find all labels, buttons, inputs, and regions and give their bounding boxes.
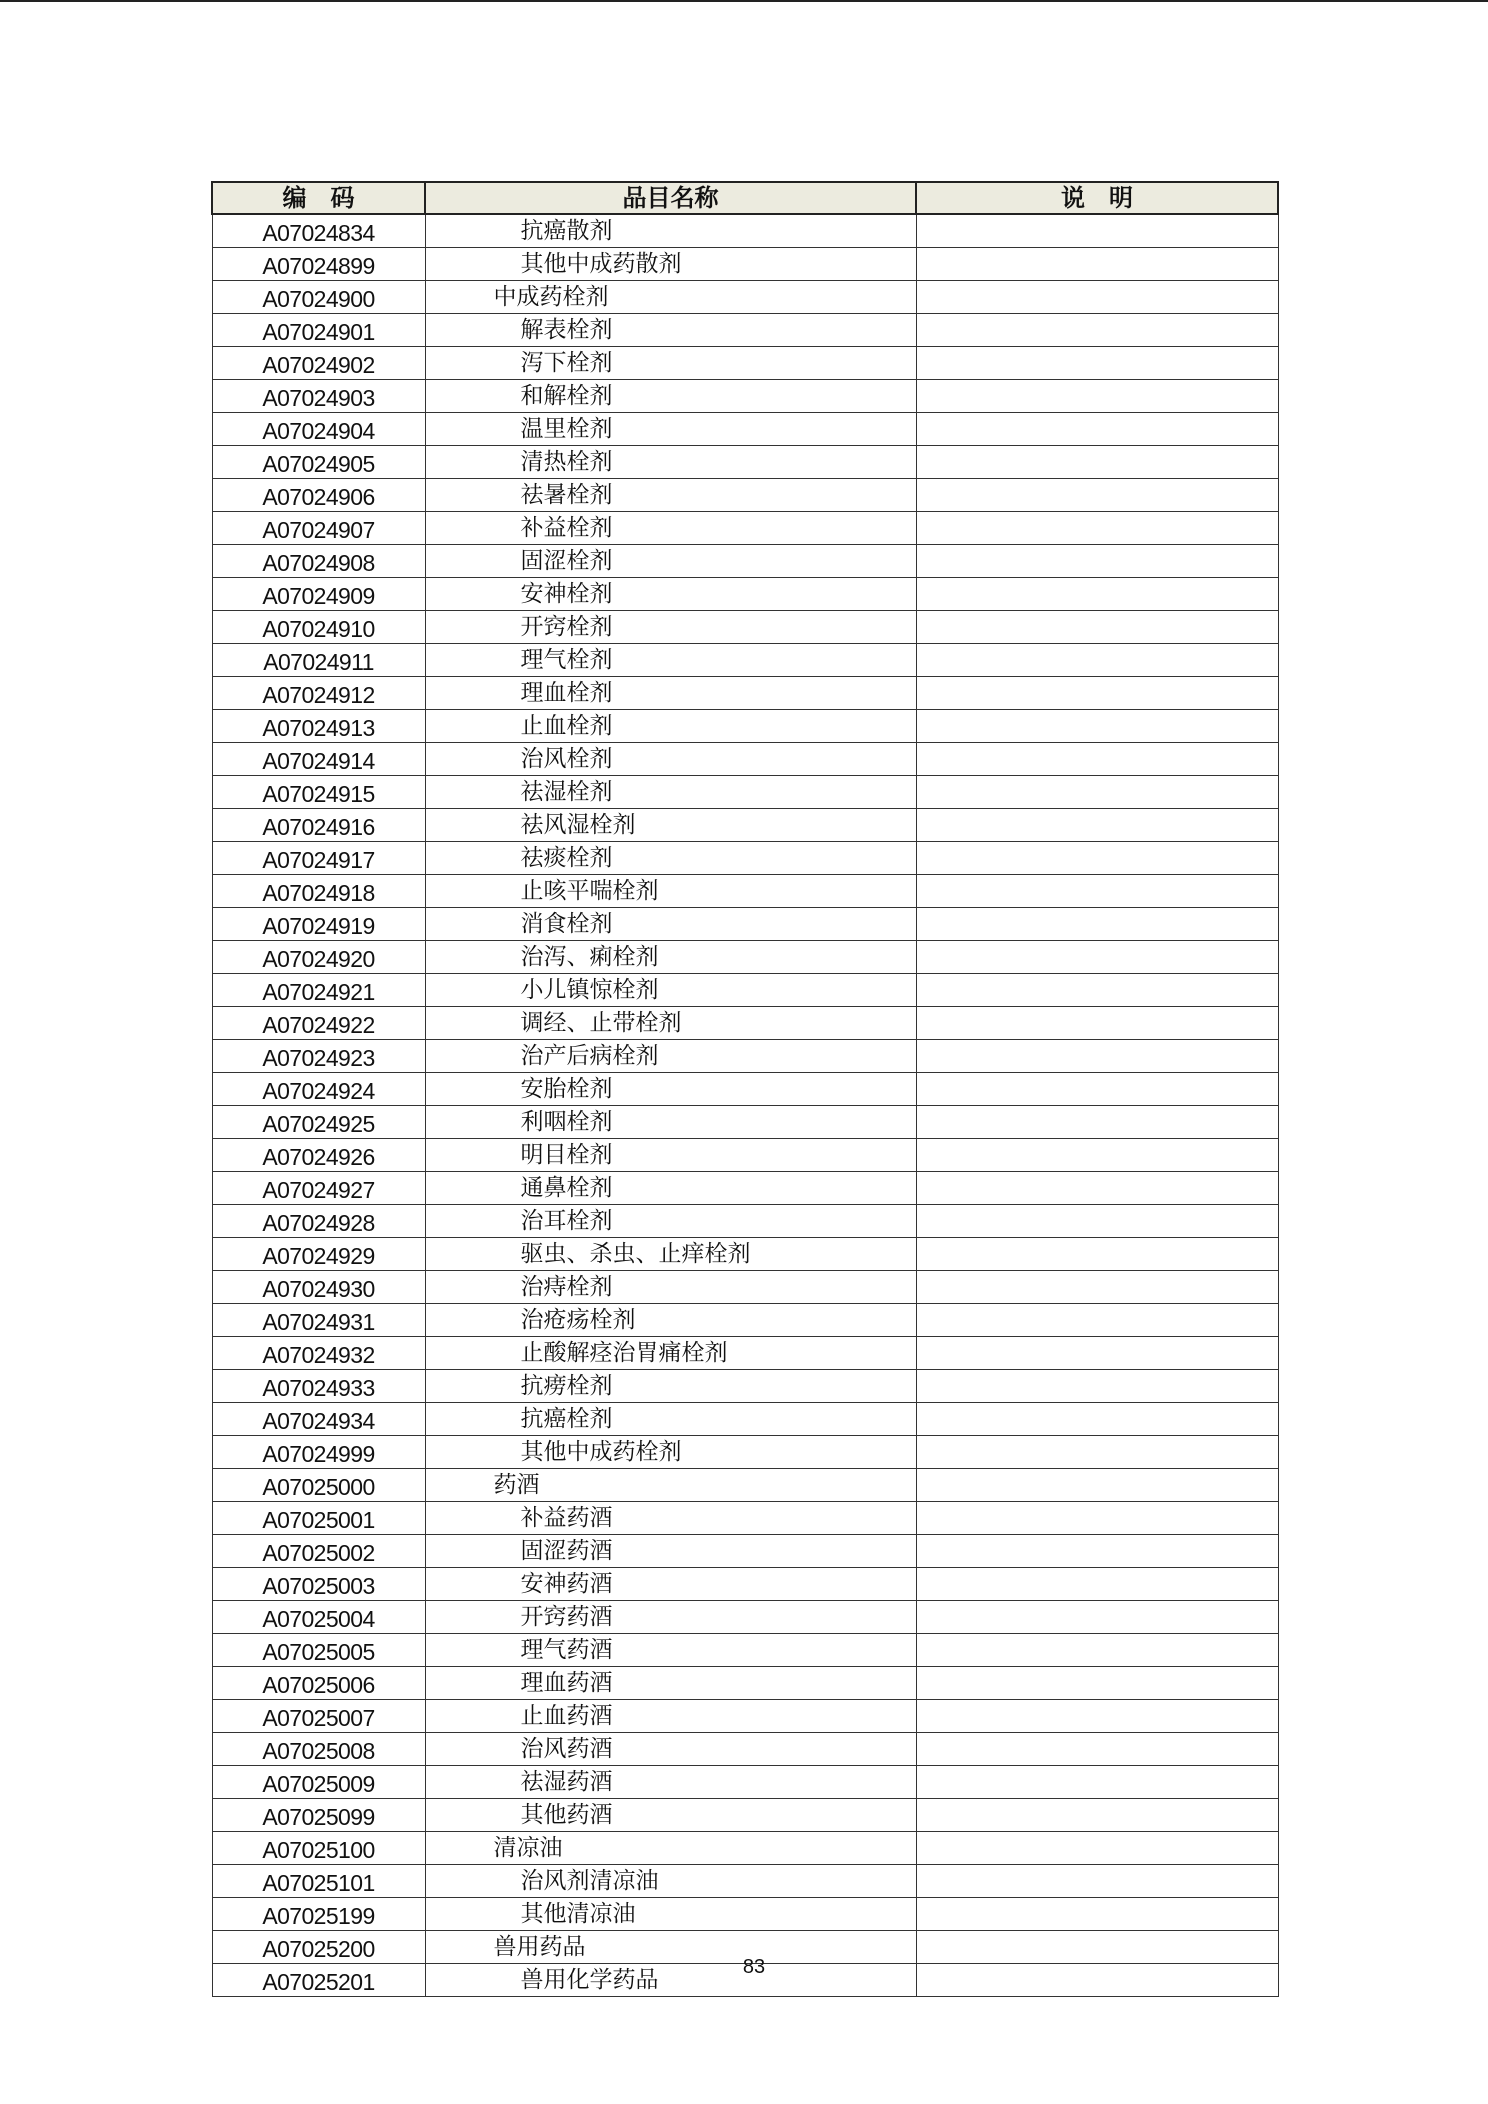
table-row — [212, 479, 1278, 512]
item-note — [916, 1799, 1278, 1832]
item-code: A07025005 — [212, 1634, 425, 1667]
item-note — [916, 1073, 1278, 1106]
item-note — [916, 1370, 1278, 1403]
table-row — [212, 248, 1278, 281]
table-row — [212, 941, 1278, 974]
item-name: 药酒 — [425, 1469, 916, 1502]
item-name: 理血栓剂 — [425, 677, 916, 710]
item-name: 安胎栓剂 — [425, 1073, 916, 1106]
item-code: A07024931 — [212, 1304, 425, 1337]
table-row — [212, 1370, 1278, 1403]
item-code: A07024900 — [212, 281, 425, 314]
item-note — [916, 314, 1278, 347]
item-note — [916, 214, 1278, 248]
page-number: 83 — [742, 1956, 766, 1978]
item-name: 理血药酒 — [425, 1667, 916, 1700]
item-code: A07024905 — [212, 446, 425, 479]
item-name: 小儿镇惊栓剂 — [425, 974, 916, 1007]
item-note — [916, 479, 1278, 512]
item-name: 和解栓剂 — [425, 380, 916, 413]
item-note — [916, 1205, 1278, 1238]
table-row — [212, 974, 1278, 1007]
item-note — [916, 644, 1278, 677]
item-note — [916, 281, 1278, 314]
table-row — [212, 380, 1278, 413]
item-name: 解表栓剂 — [425, 314, 916, 347]
table-row — [212, 545, 1278, 578]
item-name: 止酸解痉治胃痛栓剂 — [425, 1337, 916, 1370]
table-row — [212, 281, 1278, 314]
item-code: A07025199 — [212, 1898, 425, 1931]
item-code: A07024920 — [212, 941, 425, 974]
item-name: 祛湿药酒 — [425, 1766, 916, 1799]
item-code: A07025200 — [212, 1931, 425, 1964]
item-name: 祛暑栓剂 — [425, 479, 916, 512]
item-code: A07025000 — [212, 1469, 425, 1502]
table-row — [212, 776, 1278, 809]
item-name: 治痔栓剂 — [425, 1271, 916, 1304]
item-note — [916, 1568, 1278, 1601]
item-code: A07024919 — [212, 908, 425, 941]
item-note — [916, 1733, 1278, 1766]
item-note — [916, 710, 1278, 743]
item-note — [916, 1832, 1278, 1865]
item-note — [916, 1766, 1278, 1799]
item-name: 安神栓剂 — [425, 578, 916, 611]
item-code: A07024925 — [212, 1106, 425, 1139]
item-code: A07024933 — [212, 1370, 425, 1403]
item-name: 止血栓剂 — [425, 710, 916, 743]
table-row — [212, 1304, 1278, 1337]
table-row — [212, 347, 1278, 380]
item-note — [916, 380, 1278, 413]
table-row — [212, 578, 1278, 611]
item-note — [916, 1403, 1278, 1436]
table-row — [212, 413, 1278, 446]
item-code: A07024928 — [212, 1205, 425, 1238]
item-code: A07024999 — [212, 1436, 425, 1469]
catalog-table — [211, 181, 1279, 1997]
item-code: A07024914 — [212, 743, 425, 776]
item-name: 其他中成药栓剂 — [425, 1436, 916, 1469]
table-row — [212, 1667, 1278, 1700]
item-name: 开窍栓剂 — [425, 611, 916, 644]
item-note — [916, 1436, 1278, 1469]
item-name: 明目栓剂 — [425, 1139, 916, 1172]
item-name: 开窍药酒 — [425, 1601, 916, 1634]
table-body — [212, 214, 1278, 1997]
item-name: 祛湿栓剂 — [425, 776, 916, 809]
item-note — [916, 248, 1278, 281]
item-code: A07024924 — [212, 1073, 425, 1106]
item-code: A07024911 — [212, 644, 425, 677]
table-row — [212, 809, 1278, 842]
item-code: A07025099 — [212, 1799, 425, 1832]
table-row — [212, 1238, 1278, 1271]
item-code: A07024910 — [212, 611, 425, 644]
item-name: 治耳栓剂 — [425, 1205, 916, 1238]
item-name: 兽用化学药品 — [425, 1964, 916, 1997]
item-name: 清热栓剂 — [425, 446, 916, 479]
item-name: 消食栓剂 — [425, 908, 916, 941]
table-row — [212, 644, 1278, 677]
item-note — [916, 578, 1278, 611]
item-note — [916, 1007, 1278, 1040]
item-note — [916, 446, 1278, 479]
item-note — [916, 743, 1278, 776]
item-code: A07024908 — [212, 545, 425, 578]
item-code: A07024899 — [212, 248, 425, 281]
table-row — [212, 875, 1278, 908]
table-row — [212, 908, 1278, 941]
item-name: 兽用药品 — [425, 1931, 916, 1964]
item-name: 安神药酒 — [425, 1568, 916, 1601]
item-note — [916, 545, 1278, 578]
table-row — [212, 1007, 1278, 1040]
item-code: A07024901 — [212, 314, 425, 347]
table-row — [212, 1271, 1278, 1304]
item-code: A07024921 — [212, 974, 425, 1007]
item-note — [916, 1502, 1278, 1535]
header-code: 编 码 — [212, 182, 425, 214]
item-code: A07025006 — [212, 1667, 425, 1700]
item-code: A07024917 — [212, 842, 425, 875]
item-name: 抗痨栓剂 — [425, 1370, 916, 1403]
item-name: 抗癌散剂 — [425, 214, 916, 248]
table-row — [212, 1205, 1278, 1238]
item-note — [916, 1634, 1278, 1667]
item-code: A07025007 — [212, 1700, 425, 1733]
item-name: 驱虫、杀虫、止痒栓剂 — [425, 1238, 916, 1271]
item-code: A07025002 — [212, 1535, 425, 1568]
item-note — [916, 413, 1278, 446]
header-name: 品目名称 — [425, 182, 916, 214]
item-name: 固涩栓剂 — [425, 545, 916, 578]
item-name: 止咳平喘栓剂 — [425, 875, 916, 908]
item-name: 祛风湿栓剂 — [425, 809, 916, 842]
item-code: A07024918 — [212, 875, 425, 908]
table-row — [212, 677, 1278, 710]
header-row — [212, 182, 1278, 214]
item-note — [916, 974, 1278, 1007]
item-code: A07024915 — [212, 776, 425, 809]
top-border-line — [0, 0, 1488, 2]
item-note — [916, 1535, 1278, 1568]
item-name: 治风栓剂 — [425, 743, 916, 776]
item-name: 利咽栓剂 — [425, 1106, 916, 1139]
item-name: 其他药酒 — [425, 1799, 916, 1832]
table-row — [212, 214, 1278, 248]
table-row — [212, 1898, 1278, 1931]
table-row — [212, 1469, 1278, 1502]
item-note — [916, 1172, 1278, 1205]
item-code: A07025004 — [212, 1601, 425, 1634]
item-note — [916, 941, 1278, 974]
header-note: 说 明 — [916, 182, 1278, 214]
item-code: A07024904 — [212, 413, 425, 446]
table-row — [212, 1535, 1278, 1568]
item-name: 通鼻栓剂 — [425, 1172, 916, 1205]
table-row — [212, 1832, 1278, 1865]
item-code: A07024834 — [212, 214, 425, 248]
item-code: A07024927 — [212, 1172, 425, 1205]
item-note — [916, 1898, 1278, 1931]
table-header — [212, 182, 1278, 214]
item-code: A07025201 — [212, 1964, 425, 1997]
table-row — [212, 1700, 1278, 1733]
item-note — [916, 1304, 1278, 1337]
table-row — [212, 743, 1278, 776]
item-code: A07025101 — [212, 1865, 425, 1898]
item-note — [916, 908, 1278, 941]
item-note — [916, 776, 1278, 809]
item-name: 中成药栓剂 — [425, 281, 916, 314]
item-code: A07025009 — [212, 1766, 425, 1799]
item-code: A07024930 — [212, 1271, 425, 1304]
item-name: 调经、止带栓剂 — [425, 1007, 916, 1040]
item-name: 其他中成药散剂 — [425, 248, 916, 281]
table-row — [212, 314, 1278, 347]
table-row — [212, 1733, 1278, 1766]
item-note — [916, 1667, 1278, 1700]
table-row — [212, 1766, 1278, 1799]
table-row — [212, 1040, 1278, 1073]
item-name: 补益栓剂 — [425, 512, 916, 545]
item-code: A07024916 — [212, 809, 425, 842]
item-name: 抗癌栓剂 — [425, 1403, 916, 1436]
item-code: A07025008 — [212, 1733, 425, 1766]
table-row — [212, 1634, 1278, 1667]
item-name: 固涩药酒 — [425, 1535, 916, 1568]
item-note — [916, 1106, 1278, 1139]
item-note — [916, 677, 1278, 710]
table-row — [212, 1337, 1278, 1370]
table-row — [212, 1436, 1278, 1469]
table-row — [212, 1403, 1278, 1436]
item-note — [916, 1337, 1278, 1370]
item-name: 清凉油 — [425, 1832, 916, 1865]
item-code: A07025100 — [212, 1832, 425, 1865]
table-row — [212, 1106, 1278, 1139]
table-row — [212, 1172, 1278, 1205]
item-code: A07024909 — [212, 578, 425, 611]
item-code: A07024912 — [212, 677, 425, 710]
item-note — [916, 875, 1278, 908]
item-note — [916, 347, 1278, 380]
item-note — [916, 1139, 1278, 1172]
item-code: A07024926 — [212, 1139, 425, 1172]
table-row — [212, 1502, 1278, 1535]
item-code: A07024932 — [212, 1337, 425, 1370]
item-name: 治风剂清凉油 — [425, 1865, 916, 1898]
item-code: A07024907 — [212, 512, 425, 545]
item-note — [916, 512, 1278, 545]
item-note — [916, 1238, 1278, 1271]
item-code: A07024906 — [212, 479, 425, 512]
table-row — [212, 710, 1278, 743]
table-row — [212, 842, 1278, 875]
item-name: 温里栓剂 — [425, 413, 916, 446]
item-code: A07025001 — [212, 1502, 425, 1535]
item-name: 其他清凉油 — [425, 1898, 916, 1931]
item-note — [916, 1040, 1278, 1073]
item-name: 理气药酒 — [425, 1634, 916, 1667]
table-row — [212, 512, 1278, 545]
item-name: 治疮疡栓剂 — [425, 1304, 916, 1337]
item-code: A07024913 — [212, 710, 425, 743]
item-name: 治泻、痢栓剂 — [425, 941, 916, 974]
table-row — [212, 1568, 1278, 1601]
item-note — [916, 1865, 1278, 1898]
table-row — [212, 1799, 1278, 1832]
item-note — [916, 1271, 1278, 1304]
item-note — [916, 1601, 1278, 1634]
item-code: A07024922 — [212, 1007, 425, 1040]
item-note — [916, 842, 1278, 875]
item-note — [916, 809, 1278, 842]
item-name: 治风药酒 — [425, 1733, 916, 1766]
item-code: A07024903 — [212, 380, 425, 413]
item-code: A07025003 — [212, 1568, 425, 1601]
item-note — [916, 611, 1278, 644]
table-row — [212, 1139, 1278, 1172]
item-note — [916, 1700, 1278, 1733]
item-code: A07024934 — [212, 1403, 425, 1436]
item-name: 祛痰栓剂 — [425, 842, 916, 875]
item-name: 理气栓剂 — [425, 644, 916, 677]
item-name: 止血药酒 — [425, 1700, 916, 1733]
item-name: 治产后病栓剂 — [425, 1040, 916, 1073]
table-row — [212, 611, 1278, 644]
table-row — [212, 446, 1278, 479]
item-note — [916, 1469, 1278, 1502]
table-row — [212, 1073, 1278, 1106]
table-row — [212, 1865, 1278, 1898]
table-row — [212, 1601, 1278, 1634]
item-name: 补益药酒 — [425, 1502, 916, 1535]
item-name: 泻下栓剂 — [425, 347, 916, 380]
item-code: A07024929 — [212, 1238, 425, 1271]
item-code: A07024902 — [212, 347, 425, 380]
item-code: A07024923 — [212, 1040, 425, 1073]
